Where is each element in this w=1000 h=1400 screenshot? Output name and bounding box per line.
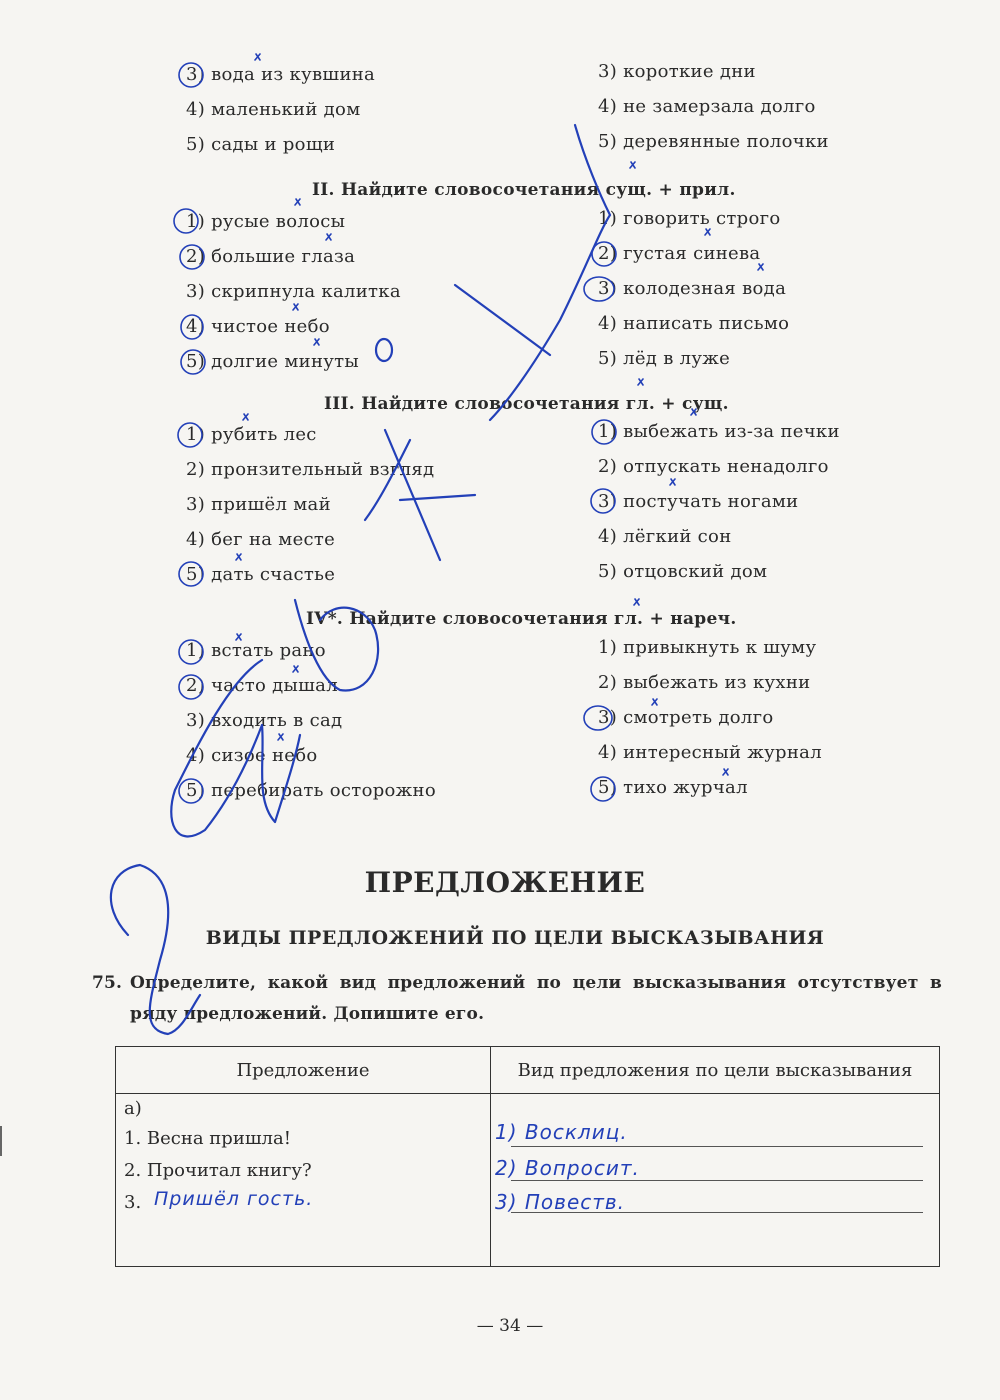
s4-right-item: 3) смотреть долго <box>598 707 774 728</box>
answer-line <box>511 1180 923 1181</box>
sentence-item: 3. <box>124 1192 142 1213</box>
s2-right-item: 1) говорить строго <box>598 208 781 229</box>
sentence-item: 1. Весна пришла! <box>124 1128 291 1149</box>
top-right-item: 4) не замерзала долго <box>598 96 816 117</box>
task-text: Определите, какой вид предложений по цели высказывания отсутствует в ряду предложений. Допишите его. <box>130 973 942 1024</box>
s4-right-item: 2) выбежать из кухни <box>598 672 811 693</box>
col-header-sentence: Предложение <box>116 1047 491 1094</box>
stress-mark <box>652 699 657 705</box>
group-label: а) <box>124 1098 142 1119</box>
s4-left-item: 4) сизое небо <box>186 745 318 766</box>
page-number: — 34 — <box>476 1316 544 1336</box>
s3-right-item: 4) лёгкий сон <box>598 526 732 547</box>
stress-mark <box>293 304 298 310</box>
s2-right-item: 4) написать письмо <box>598 313 790 334</box>
stress-mark <box>295 199 300 205</box>
top-right-item: 3) короткие дни <box>598 61 756 82</box>
scrawl-letter-k2 <box>455 125 610 420</box>
stress-mark <box>326 234 331 240</box>
top-left-item: 5) сады и рощи <box>186 134 336 155</box>
chapter-title: ПРЕДЛОЖЕНИЕ <box>364 866 646 899</box>
stress-mark <box>723 769 728 775</box>
top-left-item: 4) маленький дом <box>186 99 361 120</box>
s2-left-item: 1) русые волосы <box>186 211 346 232</box>
stress-mark <box>630 162 635 168</box>
sentence-cell <box>116 1094 491 1267</box>
handwritten-answer: 2) Вопросит. <box>495 1156 640 1180</box>
stress-mark <box>293 666 298 672</box>
s4-left-item: 5) перебирать осторожно <box>186 780 436 801</box>
s4-left-item: 2) часто дышал <box>186 675 338 696</box>
answer-table <box>115 1046 940 1267</box>
scrawl-letter-o2 <box>376 339 392 361</box>
s2-right-item: 3) колодезная вода <box>598 278 787 299</box>
handwritten-answer: 3) Повеств. <box>495 1190 626 1214</box>
stress-mark <box>243 414 248 420</box>
s2-left-item: 2) большие глаза <box>186 246 356 267</box>
s4-left-item: 3) входить в сад <box>186 710 343 731</box>
top-right-item: 5) деревянные полочки <box>598 131 829 152</box>
stress-mark <box>638 379 643 385</box>
stress-mark <box>670 479 675 485</box>
s4-right-item: 4) интересный журнал <box>598 742 822 763</box>
col-header-type: Вид предложения по цели высказывания <box>491 1047 940 1094</box>
s3-right-item: 2) отпускать ненадолго <box>598 456 829 477</box>
task-number: 75. <box>92 973 123 993</box>
section-subtitle: ВИДЫ ПРЕДЛОЖЕНИЙ ПО ЦЕЛИ ВЫСКАЗЫВАНИЯ <box>205 927 825 949</box>
section-4-title: IV*. Найдите словосочетания гл. + нареч. <box>306 609 737 629</box>
s3-right-item: 3) постучать ногами <box>598 491 799 512</box>
s2-right-item: 2) густая синева <box>598 243 761 264</box>
handwritten-sentence: Пришёл гость. <box>154 1188 314 1210</box>
type-cell <box>491 1094 940 1267</box>
s3-left-item: 3) пришёл май <box>186 494 331 515</box>
sentence-item: 2. Прочитал книгу? <box>124 1160 312 1181</box>
scrawl-letter-k <box>365 430 475 560</box>
s4-left-item: 1) встать рано <box>186 640 326 661</box>
answer-line <box>511 1212 923 1213</box>
answer-line <box>511 1146 923 1147</box>
s3-left-item: 5) дать счастье <box>186 564 336 585</box>
s4-right-item: 1) привыкнуть к шуму <box>598 637 817 658</box>
s2-left-item: 4) чистое небо <box>186 316 330 337</box>
s2-left-item: 3) скрипнула калитка <box>186 281 401 302</box>
s3-left-item: 1) рубить лес <box>186 424 317 445</box>
stress-mark <box>314 339 319 345</box>
task-75 <box>92 968 942 1030</box>
handwritten-answer: 1) Восклиц. <box>495 1120 628 1144</box>
section-3-title: III. Найдите словосочетания гл. + сущ. <box>324 394 729 414</box>
s2-left-item: 5) долгие минуты <box>186 351 360 372</box>
scan-edge-mark <box>0 1126 2 1156</box>
top-left-item: 3) вода из кувшина <box>186 64 376 85</box>
stress-mark <box>236 554 241 560</box>
s4-right-item: 5) тихо журчал <box>598 777 748 798</box>
s3-left-item: 2) пронзительный взгляд <box>186 459 435 480</box>
stress-mark <box>278 734 283 740</box>
stress-mark <box>255 54 260 60</box>
section-2-title: II. Найдите словосочетания сущ. + прил. <box>312 180 736 200</box>
s3-left-item: 4) бег на месте <box>186 529 336 550</box>
s2-right-item: 5) лёд в луже <box>598 348 731 369</box>
s3-right-item: 1) выбежать из-за печки <box>598 421 840 442</box>
s3-right-item: 5) отцовский дом <box>598 561 768 582</box>
stress-mark <box>634 599 639 605</box>
